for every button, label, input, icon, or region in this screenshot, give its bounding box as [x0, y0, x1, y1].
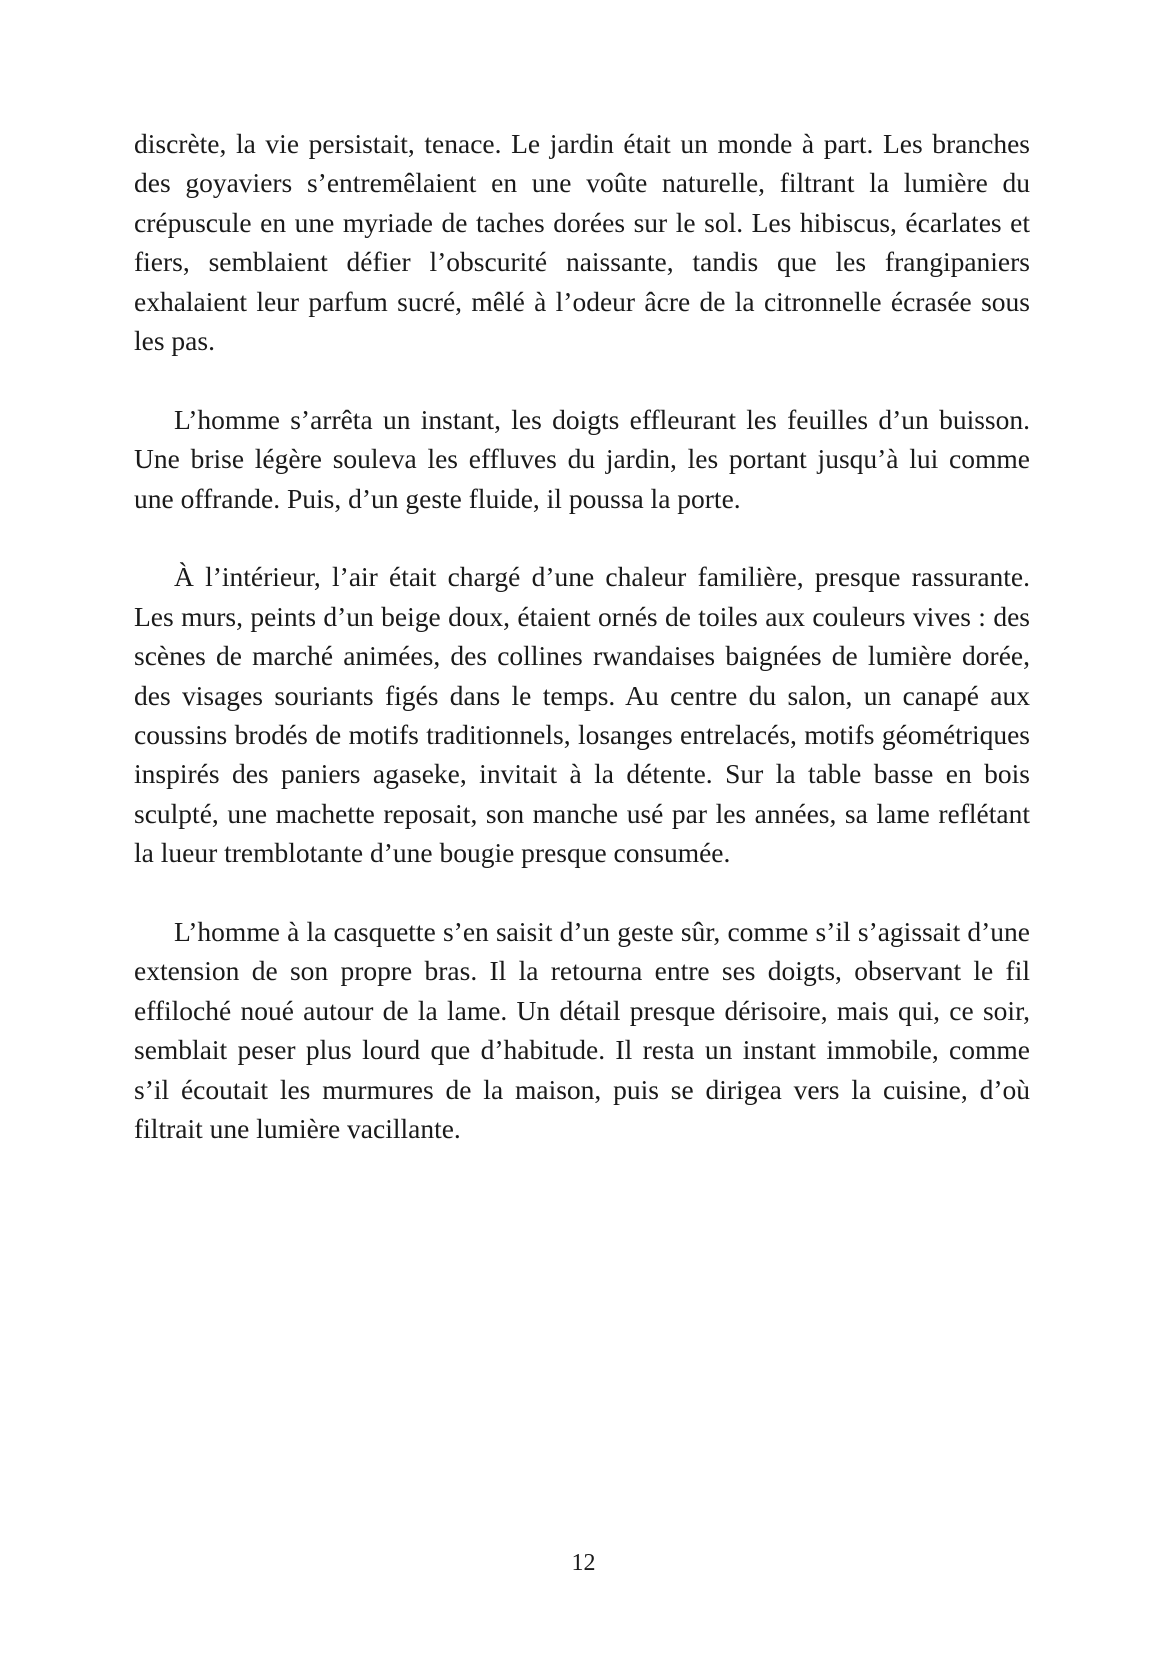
- paragraph-2: L’homme s’arrêta un instant, les doigts effleurant les feuilles d’un buisson. Une brise légère souleva les effluves du jardin, les portant jusqu’à lui comme une offrande. Puis, d’un geste fluide, il poussa la porte.: [134, 403, 1030, 514]
- paragraph-1: discrète, la vie persistait, tenace. Le jardin était un monde à part. Les branches des goyaviers s’entremêlaient en une voûte naturelle, filtrant la lumière du crépuscule en une myriade de taches dorées sur le sol. Les hibiscus, écarlates et fiers, semblaient défier l’obscurité naissante, tandis que les frangipaniers exhalaient leur parfum sucré, mêlé à l’odeur âcre de la citronnelle écrasée sous les pas.: [134, 128, 1030, 357]
- paragraph-3: À l’intérieur, l’air était chargé d’une chaleur familière, presque rassurante. Les murs, peints d’un beige doux, étaient ornés de toiles aux couleurs vives : des scènes de marché animées, des collines rwandaises baignées de lumière dorée, des visages souriants figés dans le temps. Au centre du salon, un canapé aux coussins brodés de motifs traditionnels, losanges entrelacés, motifs géométriques inspirés des paniers agaseke, invitait à la détente. Sur la table basse en bois sculpté, une machette reposait, son manche usé par les années, sa lame reflétant la lueur tremblotante d’une bougie presque consumée.: [134, 561, 1030, 869]
- page-body: [134, 124, 1030, 1149]
- paragraph-4: L’homme à la casquette s’en saisit d’un geste sûr, comme s’il s’agissait d’une extension de son propre bras. Il la retourna entre ses doigts, observant le fil effiloché noué autour de la lame. Un détail presque dérisoire, mais qui, ce soir, semblait peser plus lourd que d’habitude. Il resta un instant immobile, comme s’il écoutait les murmures de la maison, puis se dirigea vers la cuisine, d’où filtrait une lumière vacillante.: [134, 916, 1030, 1145]
- page-number: 12: [571, 1550, 596, 1576]
